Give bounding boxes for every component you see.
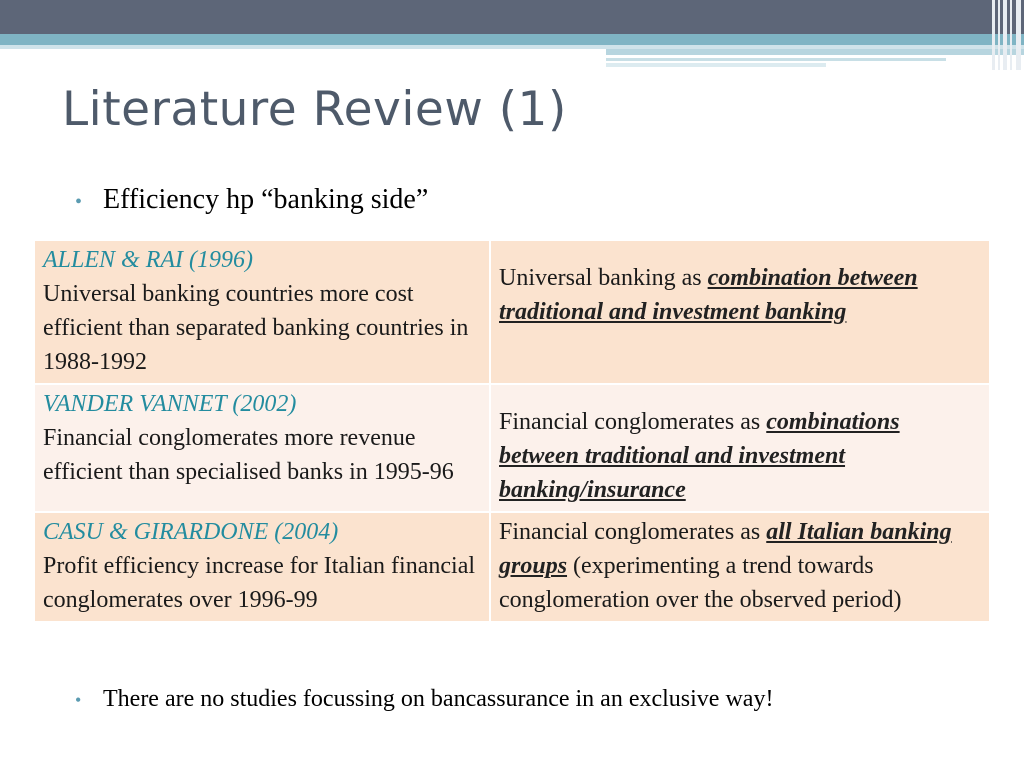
definition-suffix: (experimenting a trend towards conglomeration over the observed period) [499, 553, 902, 613]
definition-prefix: Financial conglomerates as [499, 519, 767, 545]
slide-title: Literature Review (1) [62, 82, 567, 137]
table-row [34, 240, 990, 384]
study-cell [34, 512, 490, 622]
literature-table [33, 239, 991, 623]
definition-prefix: Financial conglomerates as [499, 409, 767, 435]
bullet-dot-icon: • [75, 191, 83, 213]
header-band [0, 0, 1024, 34]
definition-prefix: Universal banking as [499, 265, 708, 291]
bullet-text: There are no studies focussing on bancassurance in an exclusive way! [103, 686, 774, 712]
header-light-bar [606, 58, 946, 61]
header-accent-bar [0, 34, 1024, 45]
study-finding: Profit efficiency increase for Italian financial conglomerates over 1996-99 [43, 553, 476, 613]
bullet-dot-icon: • [75, 690, 82, 710]
study-finding: Financial conglomerates more revenue efficient than specialised banks in 1995-96 [43, 425, 454, 485]
header-light-bar [606, 63, 826, 67]
definition-emphasis: all Italian banking groups [499, 519, 952, 579]
table-row [34, 512, 990, 622]
study-cell [34, 384, 490, 512]
study-author: ALLEN & RAI (1996) [43, 247, 253, 273]
study-author: VANDER VANNET (2002) [43, 391, 297, 417]
definition-cell [490, 240, 990, 384]
header-vertical-stripes [990, 0, 1024, 70]
bullet-item [75, 184, 428, 216]
study-author: CASU & GIRARDONE (2004) [43, 519, 339, 545]
definition-cell [490, 512, 990, 622]
header-light-bar [606, 49, 1024, 55]
definition-cell [490, 384, 990, 512]
bullet-text: Efficiency hp “banking side” [103, 184, 429, 215]
definition-emphasis: combinations between traditional and investment banking/insurance [499, 409, 900, 503]
study-cell [34, 240, 490, 384]
table-row [34, 384, 990, 512]
definition-emphasis: combination between traditional and investment banking [499, 265, 918, 325]
bullet-item [75, 686, 773, 713]
study-finding: Universal banking countries more cost efficient than separated banking countries in 1988-1992 [43, 281, 469, 375]
